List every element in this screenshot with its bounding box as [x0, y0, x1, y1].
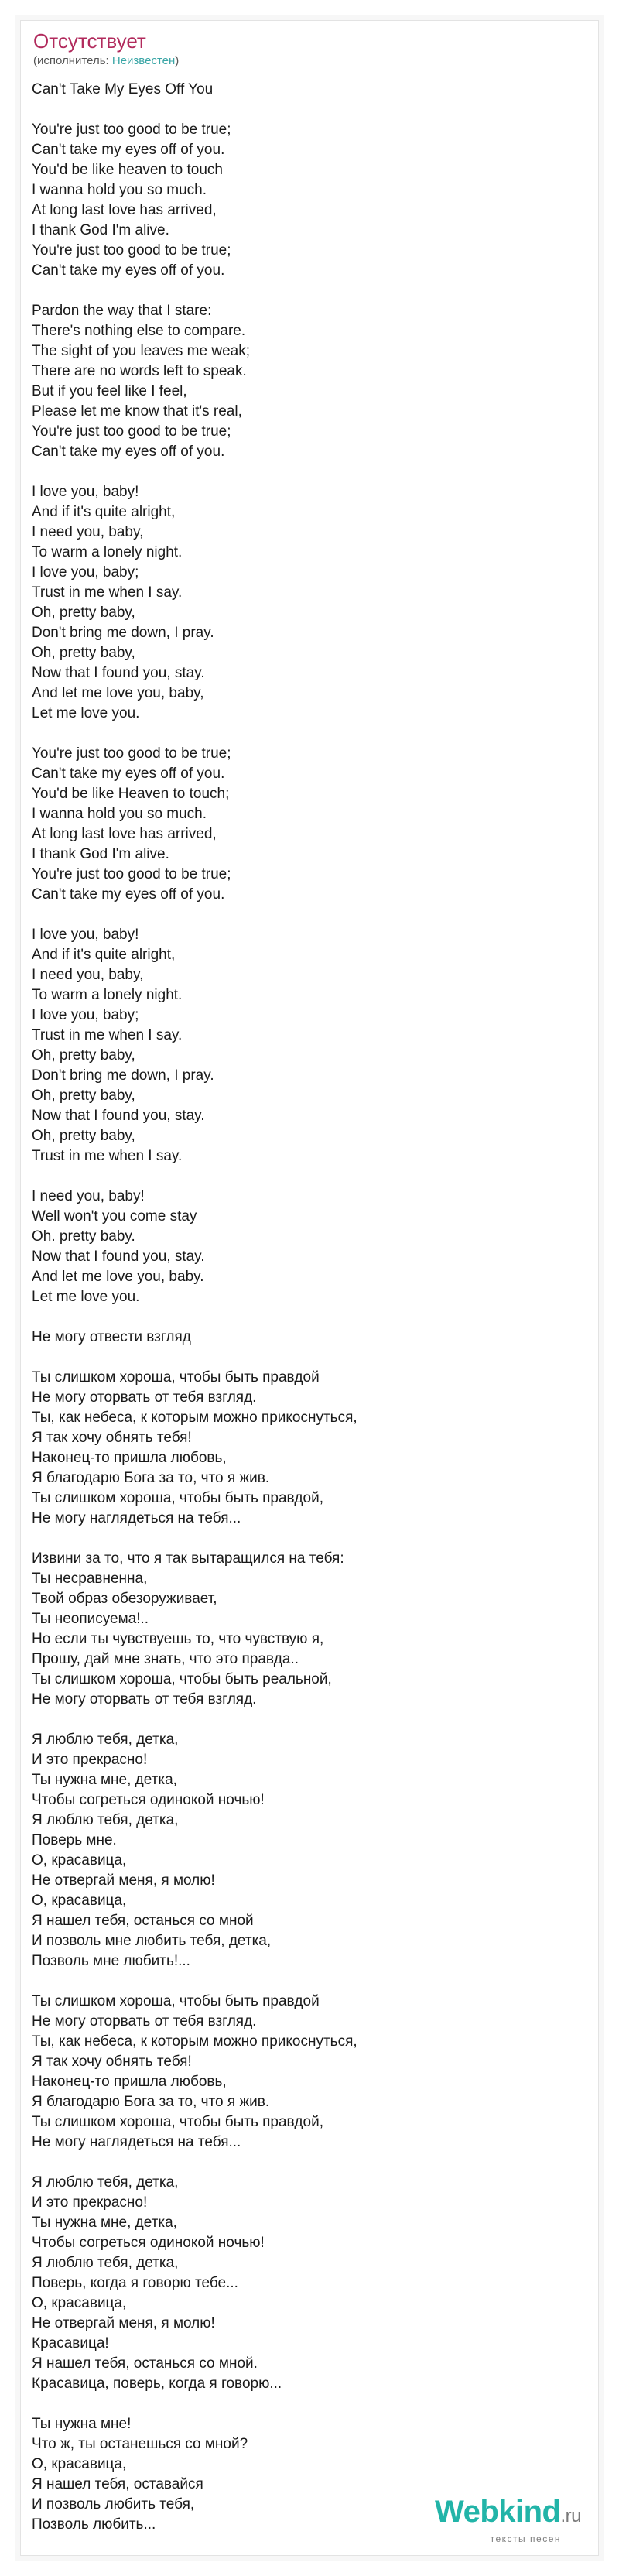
lyrics-line: О, красавица, [32, 1893, 127, 1909]
lyrics-line: И позволь любить тебя, [32, 2496, 195, 2513]
lyrics-line: Trust in me when I say. [32, 1027, 183, 1043]
lyrics-line: Ты слишком хороша, чтобы быть правдой [32, 1369, 320, 1386]
lyrics-line: Can't take my eyes off of you. [32, 766, 225, 782]
lyrics-blank-line [32, 100, 586, 120]
lyrics-line: Я благодарю Бога за то, что я жив. [32, 1470, 270, 1486]
lyrics-blank-line [32, 724, 586, 744]
lyrics-line: You're just too good to be true; [32, 122, 231, 138]
lyrics-line: Поверь, когда я говорю тебе... [32, 2275, 238, 2291]
lyrics-line: Не могу оторвать от тебя взгляд. [32, 1389, 257, 1406]
lyrics-text [32, 80, 586, 2535]
lyrics-line: Ты нужна мне, детка, [32, 2215, 177, 2231]
lyrics-line: You're just too good to be true; [32, 866, 231, 882]
lyrics-line: Я люблю тебя, детка, [32, 2255, 179, 2271]
lyrics-line: Не могу оторвать от тебя взгляд. [32, 1691, 257, 1708]
lyrics-blank-line [32, 462, 586, 482]
lyrics-line: Позволь любить... [32, 2516, 156, 2533]
lyrics-blank-line [32, 281, 586, 301]
lyrics-line: Ты, как небеса, к которым можно прикоснуться, [32, 1410, 357, 1426]
lyrics-blank-line [32, 1971, 586, 1992]
lyrics-line: Что ж, ты останешься со мной? [32, 2436, 248, 2452]
page-frame [20, 20, 599, 2556]
lyrics-line: Не отвергай меня, я молю! [32, 1872, 215, 1889]
lyrics-line: Trust in me when I say. [32, 584, 183, 601]
lyrics-blank-line [32, 1529, 586, 1549]
lyrics-blank-line [32, 1710, 586, 1730]
lyrics-line: I thank God I'm alive. [32, 222, 169, 238]
lyrics-line: Наконец-то пришла любовь, [32, 1450, 227, 1466]
lyrics-line: Ты слишком хороша, чтобы быть правдой [32, 1993, 320, 2009]
lyrics-line: I love you, baby; [32, 564, 139, 581]
lyrics-line: Не могу наглядеться на тебя... [32, 2134, 241, 2150]
lyrics-line: Ты слишком хороша, чтобы быть реальной, [32, 1671, 332, 1687]
lyrics-blank-line [32, 2394, 586, 2414]
lyrics-line: О, красавица, [32, 1852, 127, 1869]
lyrics-blank-line [32, 1348, 586, 1368]
lyrics-line: Ты нужна мне! [32, 2416, 132, 2432]
lyrics-line: You're just too good to be true; [32, 242, 231, 259]
lyrics-line: And let me love you, baby. [32, 1269, 204, 1285]
lyrics-line: Can't take my eyes off of you. [32, 262, 225, 279]
lyrics-line: I thank God I'm alive. [32, 846, 169, 862]
lyrics-line: Не могу отвести взгляд [32, 1329, 191, 1345]
lyrics-line: Чтобы согреться одинокой ночью! [32, 2235, 265, 2251]
lyrics-line: There are no words left to speak. [32, 363, 247, 379]
lyrics-line: Can't take my eyes off of you. [32, 444, 225, 460]
logo-wordmark [435, 2496, 581, 2532]
lyrics-line: Поверь мне. [32, 1832, 117, 1848]
lyrics-line: Trust in me when I say. [32, 1148, 183, 1164]
lyrics-line: Oh, pretty baby, [32, 1128, 135, 1144]
lyrics-line: You're just too good to be true; [32, 745, 231, 762]
lyrics-line: Now that I found you, stay. [32, 1249, 205, 1265]
lyrics-line: Oh. pretty baby. [32, 1228, 135, 1245]
song-header [33, 29, 586, 69]
lyrics-blank-line [32, 905, 586, 925]
lyrics-line: Now that I found you, stay. [32, 665, 205, 681]
lyrics-blank-line [32, 1166, 586, 1187]
lyrics-line: И позволь мне любить тебя, детка, [32, 1933, 272, 1949]
lyrics-line: Ты слишком хороша, чтобы быть правдой, [32, 2114, 323, 2130]
lyrics-line: I need you, baby, [32, 967, 144, 983]
lyrics-line: Красавица! [32, 2335, 109, 2352]
lyrics-line: You'd be like Heaven to touch; [32, 786, 230, 802]
lyrics-line: Ты слишком хороша, чтобы быть правдой, [32, 1490, 323, 1506]
lyrics-line: Now that I found you, stay. [32, 1108, 205, 1124]
lyrics-line: And if it's quite alright, [32, 947, 176, 963]
site-logo[interactable] [435, 2496, 581, 2544]
lyrics-line: I need you, baby! [32, 1188, 145, 1204]
lyrics-line: Oh, pretty baby, [32, 645, 135, 661]
lyrics-line: Pardon the way that I stare: [32, 303, 212, 319]
lyrics-line: Ты нужна мне, детка, [32, 1772, 177, 1788]
lyrics-line: Ты неописуема!.. [32, 1611, 149, 1627]
lyrics-line: Oh, pretty baby, [32, 1088, 135, 1104]
lyrics-line: Наконец-то пришла любовь, [32, 2074, 227, 2090]
lyrics-blank-line [32, 1307, 586, 1327]
lyrics-line: Well won't you come stay [32, 1208, 197, 1225]
lyrics-line: Но если ты чувствуешь то, что чувствую я, [32, 1631, 324, 1647]
lyrics-line: Let me love you. [32, 705, 140, 721]
lyrics-line: Can't Take My Eyes Off You [32, 81, 214, 98]
lyrics-line: Позволь мне любить!... [32, 1953, 190, 1969]
lyrics-line: You'd be like heaven to touch [32, 162, 223, 178]
artist-prefix: (исполнитель: [33, 54, 112, 67]
lyrics-line: Твой образ обезоруживает, [32, 1591, 217, 1607]
lyrics-line: Don't bring me down, I pray. [32, 625, 214, 641]
lyrics-line: О, красавица, [32, 2295, 127, 2311]
lyrics-line: Can't take my eyes off of you. [32, 886, 225, 903]
lyrics-line: Красавица, поверь, когда я говорю... [32, 2376, 282, 2392]
lyrics-line: Я люблю тебя, детка, [32, 2174, 179, 2191]
artist-suffix: ) [175, 54, 180, 67]
lyrics-line: Я люблю тебя, детка, [32, 1732, 179, 1748]
lyrics-line: At long last love has arrived, [32, 826, 217, 842]
lyrics-line: Please let me know that it's real, [32, 403, 242, 420]
lyrics-line: И это прекрасно! [32, 2194, 148, 2211]
lyrics-line: Я люблю тебя, детка, [32, 1812, 179, 1828]
lyrics-line: Oh, pretty baby, [32, 605, 135, 621]
lyrics-line: Извини за то, что я так вытаращился на тебя: [32, 1550, 344, 1567]
logo-main-text: Webkind [435, 2495, 561, 2529]
lyrics-line: I love you, baby! [32, 484, 139, 500]
lyrics-line: To warm a lonely night. [32, 544, 183, 560]
lyrics-line: Ты несравненна, [32, 1571, 148, 1587]
lyrics-line: О, красавица, [32, 2456, 127, 2472]
lyrics-line: I love you, baby! [32, 927, 139, 943]
lyrics-line: There's nothing else to compare. [32, 323, 246, 339]
lyrics-line: Let me love you. [32, 1289, 140, 1305]
lyrics-line: And if it's quite alright, [32, 504, 176, 520]
lyrics-line: You're just too good to be true; [32, 423, 231, 440]
lyrics-line: Прошу, дай мне знать, что это правда.. [32, 1651, 299, 1667]
lyrics-line: Я так хочу обнять тебя! [32, 1430, 192, 1446]
lyrics-line: But if you feel like I feel, [32, 383, 187, 399]
lyrics-line: Я благодарю Бога за то, что я жив. [32, 2094, 270, 2110]
lyrics-line: I wanna hold you so much. [32, 806, 207, 822]
artist-line [33, 53, 586, 69]
lyrics-line: Не могу оторвать от тебя взгляд. [32, 2013, 257, 2030]
lyrics-line: To warm a lonely night. [32, 987, 183, 1003]
lyrics-line: Ты, как небеса, к которым можно прикоснуться, [32, 2033, 357, 2050]
lyrics-line: Don't bring me down, I pray. [32, 1067, 214, 1084]
lyrics-line: I wanna hold you so much. [32, 182, 207, 198]
artist-link[interactable]: Неизвестен [111, 54, 176, 67]
lyrics-line: I love you, baby; [32, 1007, 139, 1023]
lyrics-line: The sight of you leaves me weak; [32, 343, 250, 359]
lyrics-line: Я нашел тебя, оставайся [32, 2476, 203, 2492]
song-title: Отсутствует [33, 29, 146, 53]
lyrics-line: I need you, baby, [32, 524, 144, 540]
lyrics-blank-line [32, 2153, 586, 2173]
lyrics-line: Чтобы согреться одинокой ночью! [32, 1792, 265, 1808]
lyrics-line: Не отвергай меня, я молю! [32, 2315, 215, 2331]
lyrics-line: Я так хочу обнять тебя! [32, 2054, 192, 2070]
lyrics-line: Я нашел тебя, останься со мной [32, 1913, 254, 1929]
lyrics-line: Oh, pretty baby, [32, 1047, 135, 1064]
lyrics-line: At long last love has arrived, [32, 202, 217, 218]
lyrics-line: Я нашел тебя, останься со мной. [32, 2355, 258, 2372]
logo-tagline: тексты песен [490, 2533, 561, 2544]
lyrics-line: Can't take my eyes off of you. [32, 142, 225, 158]
logo-suffix: .ru [560, 2506, 581, 2526]
lyrics-line: Не могу наглядеться на тебя... [32, 1510, 241, 1526]
lyrics-line: И это прекрасно! [32, 1752, 148, 1768]
lyrics-line: And let me love you, baby, [32, 685, 204, 701]
